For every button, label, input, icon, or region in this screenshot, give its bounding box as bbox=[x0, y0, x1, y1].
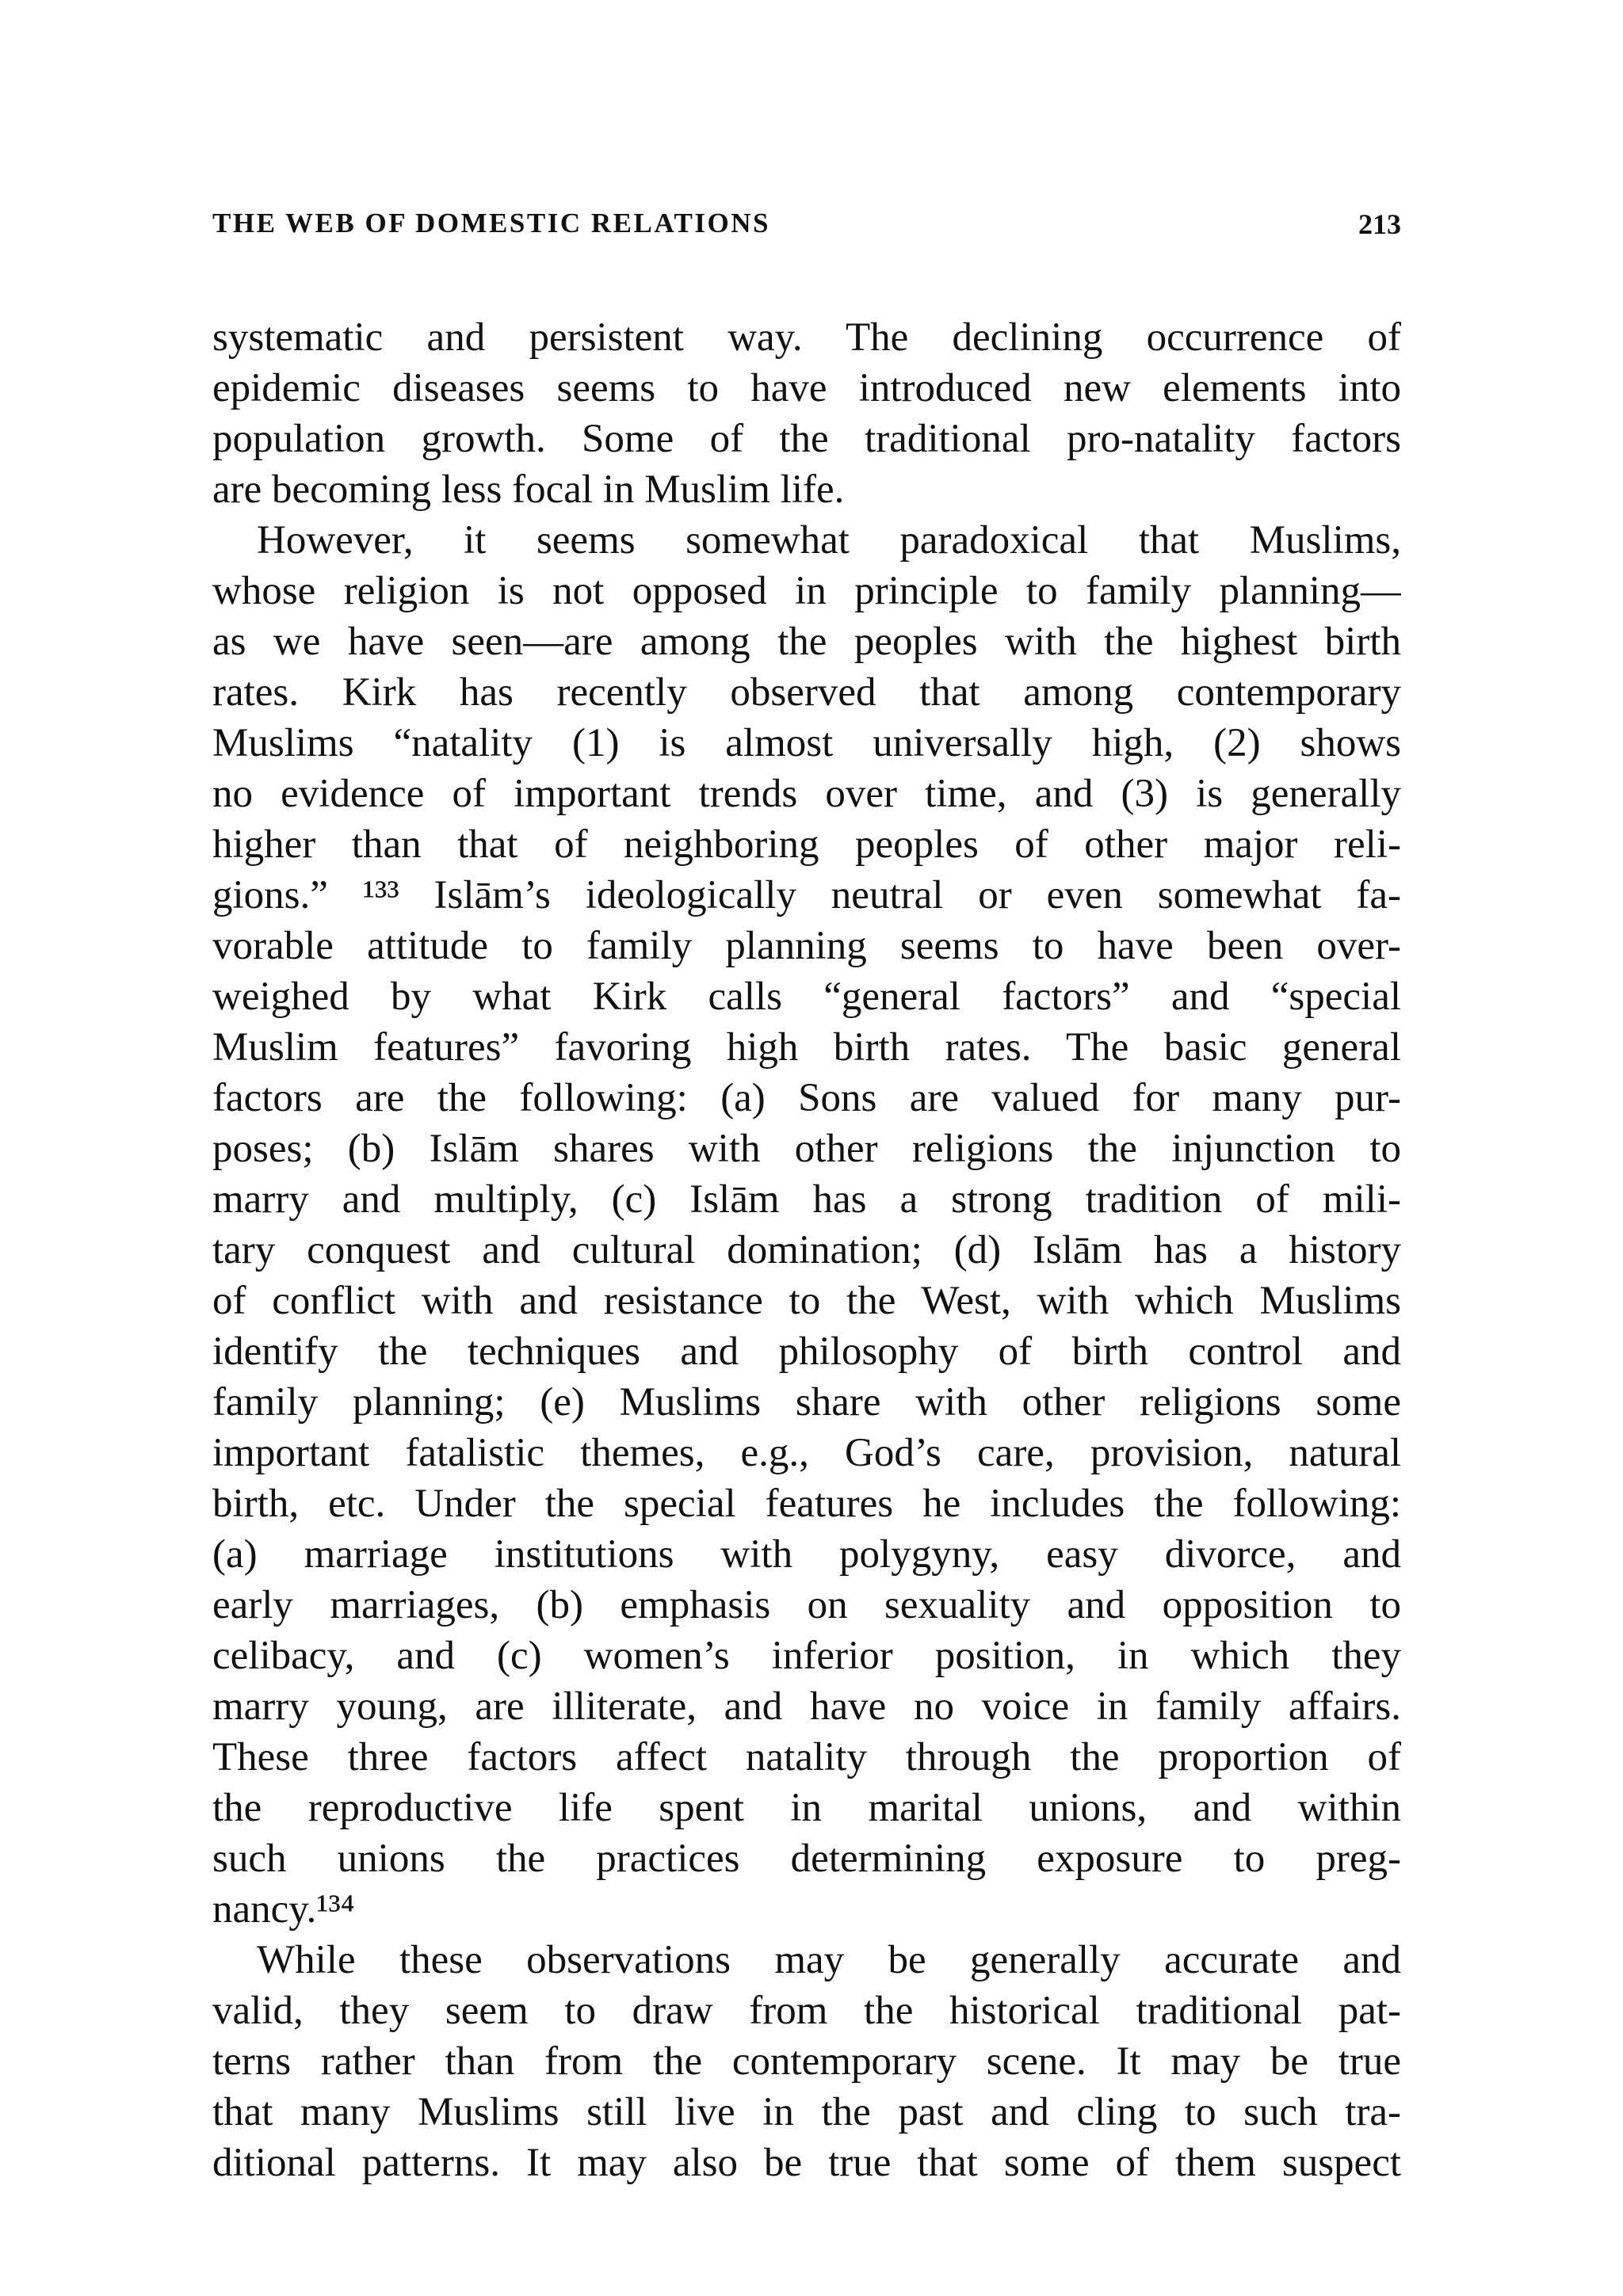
running-head bbox=[212, 208, 1401, 255]
text-line: that many Muslims still live in the past and cling to such tra- bbox=[212, 2090, 1401, 2134]
text-line: are becoming less focal in Muslim life. bbox=[212, 467, 845, 512]
text-line: While these observations may be generally accurate and bbox=[257, 1938, 1401, 1982]
page-number: 213 bbox=[1358, 208, 1401, 240]
text-line: systematic and persistent way. The declining occurrence of bbox=[212, 315, 1401, 360]
running-title: THE WEB OF DOMESTIC RELATIONS bbox=[212, 208, 770, 238]
text-line: nancy.¹³⁴ bbox=[212, 1887, 355, 1932]
body-text bbox=[212, 312, 1401, 2188]
text-line: vorable attitude to family planning seems to have been over- bbox=[212, 924, 1401, 968]
text-line: celibacy, and (c) women’s inferior position, in which they bbox=[212, 1634, 1401, 1678]
text-line: ditional patterns. It may also be true that some of them suspect bbox=[212, 2141, 1401, 2185]
text-line: as we have seen—are among the peoples with the highest birth bbox=[212, 620, 1401, 664]
text-line: tary conquest and cultural domination; (d) Islām has a history bbox=[212, 1228, 1401, 1272]
text-line: factors are the following: (a) Sons are valued for many pur- bbox=[212, 1076, 1401, 1120]
text-line: valid, they seem to draw from the historical traditional pat- bbox=[212, 1989, 1401, 2033]
text-line: gions.” ¹³³ Islām’s ideologically neutral or even somewhat fa- bbox=[212, 873, 1401, 917]
text-line: These three factors affect natality through the proportion of bbox=[212, 1735, 1401, 1779]
text-line: higher than that of neighboring peoples of other major reli- bbox=[212, 822, 1401, 867]
text-line: epidemic diseases seems to have introduced new elements into bbox=[212, 366, 1401, 410]
text-line: the reproductive life spent in marital unions, and within bbox=[212, 1786, 1401, 1830]
text-line: marry and multiply, (c) Islām has a strong tradition of mili- bbox=[212, 1177, 1401, 1222]
text-line: However, it seems somewhat paradoxical that Muslims, bbox=[257, 518, 1401, 563]
text-line: Muslim features” favoring high birth rates. The basic general bbox=[212, 1025, 1401, 1070]
text-line: of conflict with and resistance to the West, with which Muslims bbox=[212, 1279, 1401, 1323]
text-line: terns rather than from the contemporary scene. It may be true bbox=[212, 2039, 1401, 2084]
text-line: no evidence of important trends over time, and (3) is generally bbox=[212, 772, 1401, 816]
text-line: poses; (b) Islām shares with other religions the injunction to bbox=[212, 1127, 1401, 1171]
text-line: such unions the practices determining exposure to preg- bbox=[212, 1836, 1401, 1881]
text-line: early marriages, (b) emphasis on sexuality and opposition to bbox=[212, 1583, 1401, 1627]
text-line: Muslims “natality (1) is almost universally high, (2) shows bbox=[212, 721, 1401, 765]
text-line: marry young, are illiterate, and have no voice in family affairs. bbox=[212, 1684, 1401, 1729]
text-line: (a) marriage institutions with polygyny, easy divorce, and bbox=[212, 1532, 1401, 1577]
text-line: population growth. Some of the traditional pro-natality factors bbox=[212, 417, 1401, 461]
text-line: identify the techniques and philosophy of birth control and bbox=[212, 1329, 1401, 1374]
text-line: important fatalistic themes, e.g., God’s care, provision, natural bbox=[212, 1431, 1401, 1475]
text-line: birth, etc. Under the special features he includes the following: bbox=[212, 1482, 1401, 1526]
text-line: weighed by what Kirk calls “general factors” and “special bbox=[212, 974, 1401, 1019]
text-line: family planning; (e) Muslims share with other religions some bbox=[212, 1380, 1401, 1425]
text-line: whose religion is not opposed in principle to family planning— bbox=[212, 569, 1401, 613]
text-line: rates. Kirk has recently observed that among contemporary bbox=[212, 670, 1401, 715]
